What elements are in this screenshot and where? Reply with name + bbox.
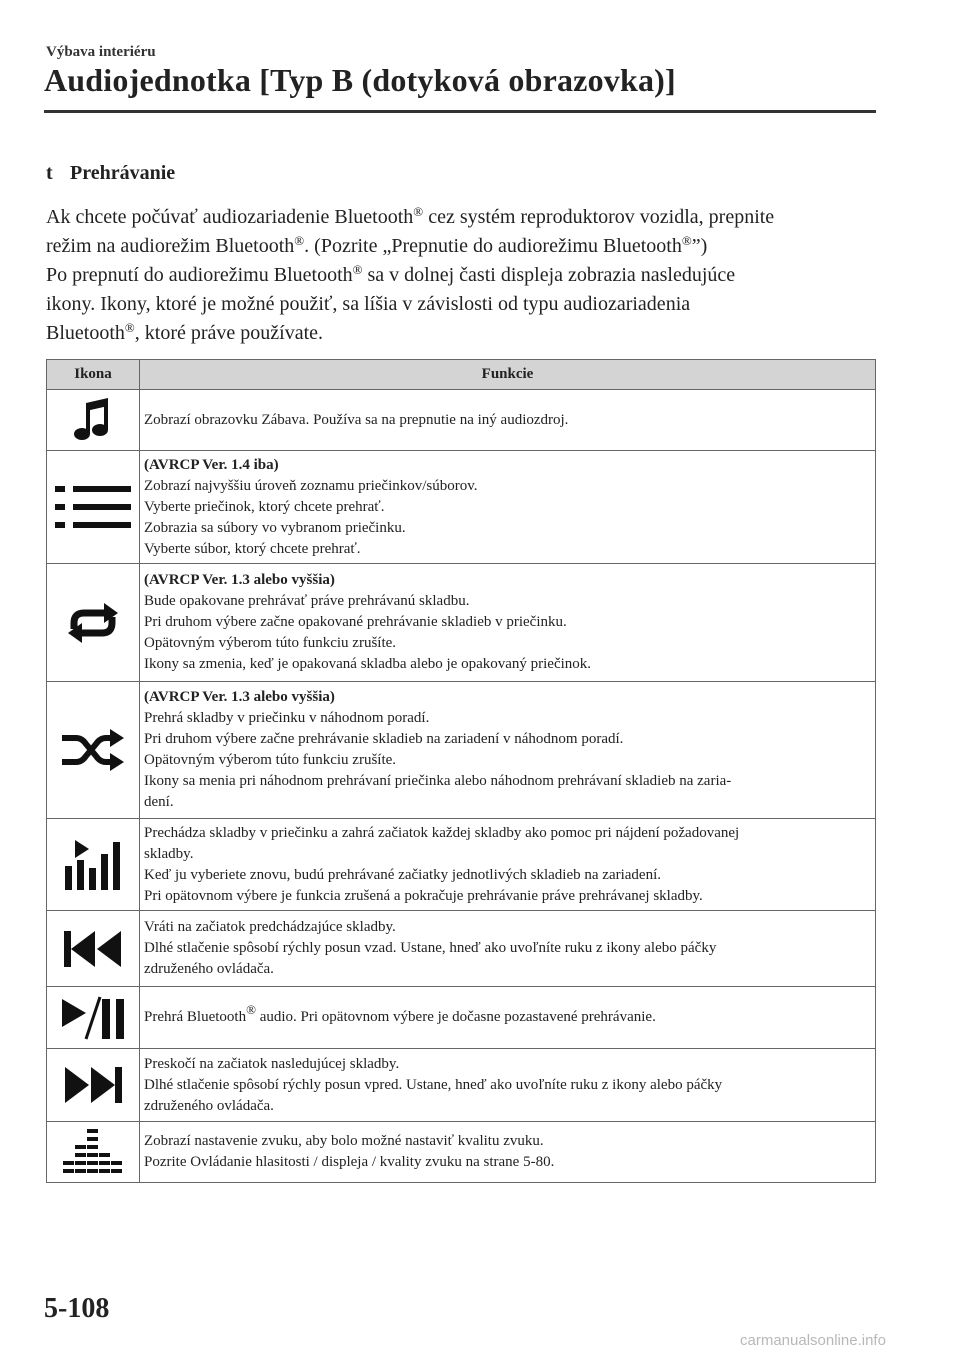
intro-paragraph xyxy=(46,203,886,348)
bullet-glyph: t xyxy=(46,162,53,184)
section-label: Výbava interiéru xyxy=(46,44,156,60)
subsection-heading xyxy=(46,162,175,185)
table-row xyxy=(47,451,876,564)
function-description: Prechádza skladby v priečinku a zahrá začiatok každej skladby ako pomoc pri nájdení požadovanej skladby. Keď ju vyberiete znovu, budú prehrávané začiatky jednotlivých skladieb na zariadení. Pri opätovnom výbere je funkcia zrušená a pokračuje prehrávanie práve prehrávanej skladby. xyxy=(140,819,876,911)
function-description: Preskočí na začiatok nasledujúcej skladby. Dlhé stlačenie spôsobí rýchly posun vpred. Ustane, hneď ako uvoľníte ruku z ikony alebo páčky združeného ovládača. xyxy=(140,1049,876,1122)
folder-list-icon xyxy=(47,451,140,564)
function-description: Zobrazí obrazovku Zábava. Používa sa na prepnutie na iný audiozdroj. xyxy=(140,390,876,451)
page-number: 5-108 xyxy=(44,1293,110,1324)
icon-function-table xyxy=(46,359,876,1183)
page-title: Audiojednotka [Typ B (dotyková obrazovka)] xyxy=(44,62,676,98)
table-row xyxy=(47,390,876,451)
next-track-icon xyxy=(47,1049,140,1122)
shuffle-icon xyxy=(47,682,140,819)
table-row xyxy=(47,682,876,819)
header-divider xyxy=(44,110,876,113)
table-row xyxy=(47,1122,876,1183)
intro-line: ikony. Ikony, ktoré je možné použiť, sa líšia v závislosti od typu audiozariadenia xyxy=(46,293,691,315)
music-note-icon xyxy=(47,390,140,451)
table-row xyxy=(47,987,876,1049)
table-row xyxy=(47,911,876,987)
function-description: (AVRCP Ver. 1.4 iba) Zobrazí najvyššiu úroveň zoznamu priečinkov/súborov. Vyberte priečinok, ktorý chcete prehrať. Zobrazia sa súbory vo vybranom priečinku. Vyberte súbor, ktorý chcete prehrať. xyxy=(140,451,876,564)
function-description: Vráti na začiatok predchádzajúce skladby. Dlhé stlačenie spôsobí rýchly posun vzad. Ustane, hneď ako uvoľníte ruku z ikony alebo páčky združeného ovládača. xyxy=(140,911,876,987)
table-row xyxy=(47,564,876,682)
table-header-row xyxy=(47,360,876,390)
column-header-function: Funkcie xyxy=(140,360,876,390)
subsection-title: Prehrávanie xyxy=(70,162,176,184)
table-row xyxy=(47,1049,876,1122)
previous-track-icon xyxy=(47,911,140,987)
scan-icon xyxy=(47,819,140,911)
intro-line: Po prepnutí do audiorežimu Bluetooth® sa v dolnej časti displeja zobrazia nasledujúce xyxy=(46,262,736,286)
table-row xyxy=(47,819,876,911)
watermark: carmanualsonline.info xyxy=(740,1332,886,1349)
intro-line: Bluetooth®, ktoré práve používate. xyxy=(46,320,324,344)
repeat-icon xyxy=(47,564,140,682)
play-pause-icon xyxy=(47,987,140,1049)
column-header-icon: Ikona xyxy=(47,360,140,390)
sound-settings-icon xyxy=(47,1122,140,1183)
intro-line: režim na audiorežim Bluetooth®. (Pozrite „Prepnutie do audiorežimu Bluetooth®”) xyxy=(46,233,708,257)
intro-line: Ak chcete počúvať audiozariadenie Bluetooth® cez systém reproduktorov vozidla, prepnite xyxy=(46,204,775,228)
function-description: Prehrá Bluetooth® audio. Pri opätovnom výbere je dočasne pozastavené prehrávanie. xyxy=(140,987,876,1049)
function-description: Zobrazí nastavenie zvuku, aby bolo možné nastaviť kvalitu zvuku. Pozrite Ovládanie hlasitosti / displeja / kvality zvuku na strane 5-80. xyxy=(140,1122,876,1183)
function-description: (AVRCP Ver. 1.3 alebo vyššia) Bude opakovane prehrávať práve prehrávanú skladbu. Pri druhom výbere začne opakované prehrávanie skladieb v priečinku. Opätovným výberom túto funkciu zrušíte. Ikony sa zmenia, keď je opakovaná skladba alebo je opakovaný priečinok. xyxy=(140,564,876,682)
function-description: (AVRCP Ver. 1.3 alebo vyššia) Prehrá skladby v priečinku v náhodnom poradí. Pri druhom výbere začne prehrávanie skladieb na zariadení v náhodnom poradí. Opätovným výberom túto funkciu zrušíte. Ikony sa menia pri náhodnom prehrávaní priečinka alebo náhodnom prehrávaní skladieb na zaria- dení. xyxy=(140,682,876,819)
